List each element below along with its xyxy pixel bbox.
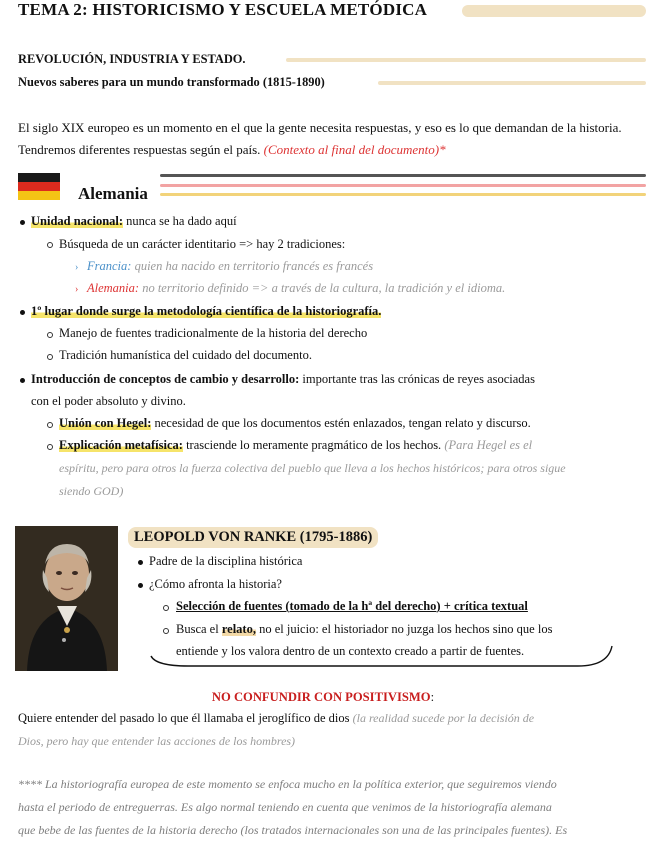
bullet-dot — [20, 310, 25, 315]
ranke-heading: LEOPOLD VON RANKE (1795-1886) — [128, 527, 378, 548]
footnote-line-3: que bebe de las fuentes de la historia derecho (los tratados internacionales son una de las principales fuentes). Es — [18, 823, 568, 837]
positivism-heading-wrap — [0, 690, 646, 705]
positivism-colon: : — [430, 690, 435, 704]
france-label: Francia: — [87, 259, 132, 273]
germany-text: no territorio definido => a través de la cultura, la tradición y el idioma. — [139, 281, 506, 295]
metaphysical-explanation — [59, 438, 639, 453]
germany-label: Alemania: — [87, 281, 140, 295]
germany-bullet-3 — [31, 372, 631, 387]
bullet-ring — [47, 332, 53, 338]
bullet-dot — [20, 378, 25, 383]
cambio-desarrollo-text: importante tras las crónicas de reyes asociadas — [299, 372, 535, 386]
brace-underline — [148, 644, 618, 670]
ranke-sub-1-text: Selección de fuentes (tomado de la hª del derecho) + crítica textual — [176, 599, 528, 613]
ranke-portrait-image — [15, 526, 118, 671]
germany-bullet-1 — [31, 214, 237, 229]
bullet-ring — [47, 422, 53, 428]
hegel-union-text: necesidad de que los documentos estén enlazados, tengan relato y discurso. — [151, 416, 531, 430]
bullet-ring — [163, 628, 169, 634]
cambio-desarrollo-label: Introducción de conceptos de cambio y desarrollo: — [31, 372, 300, 386]
ranke-sub-2-pre: Busca el — [176, 622, 222, 636]
positivism-text — [18, 711, 638, 726]
ranke-bullet-1: Padre de la disciplina histórica — [149, 554, 303, 568]
intro-note: (Contexto al final del documento)* — [263, 142, 446, 157]
metaphysical-note-2: espíritu, pero para otros la fuerza colectiva del pueblo que lleva a los hechos históricos; para otros sigue — [59, 461, 566, 475]
arrow-icon: › — [75, 284, 79, 295]
bullet-ring — [47, 242, 53, 248]
bullet-ring — [163, 605, 169, 611]
positivism-note-2: Dios, pero hay que entender las acciones de los hombres) — [18, 734, 296, 748]
germany-bullet-2 — [31, 304, 381, 319]
title-highlight-bar — [462, 5, 646, 17]
unidad-nacional-text: nunca se ha dado aquí — [123, 214, 237, 228]
metodologia-label: 1º lugar donde surge la metodología científica de la historiografía. — [31, 304, 382, 318]
france-tradition — [87, 259, 373, 274]
ranke-sub-2-line-2: entiende y los valora dentro de un contexto creado a partir de fuentes. — [176, 644, 525, 658]
germany-line-yellow — [160, 193, 646, 196]
positivism-heading: NO CONFUNDIR CON POSITIVISMO — [211, 690, 431, 704]
germany-bullet-2-sub-1: Manejo de fuentes tradicionalmente de la historia del derecho — [59, 326, 368, 340]
footnote-line-1: **** La historiografía europea de este momento se enfoca mucho en la política exterior, que seguiremos viendo — [18, 777, 557, 791]
germany-line-black — [160, 174, 646, 177]
france-text: quien ha nacido en territorio francés es francés — [131, 259, 374, 273]
page-title: TEMA 2: HISTORICISMO Y ESCUELA METÓDICA — [18, 0, 428, 19]
intro-text: El siglo XIX europeo es un momento en el que la gente necesita respuestas, y eso es lo que demandan de la historia. Tendremos diferentes respuestas según el país. — [18, 120, 622, 157]
positivism-note-1: (la realidad sucede por la decisión de — [352, 711, 535, 725]
germany-flag-icon — [18, 173, 60, 200]
arrow-icon: › — [75, 262, 79, 273]
ranke-bullet-2: ¿Cómo afronta la historia? — [149, 577, 282, 591]
section-heading: REVOLUCIÓN, INDUSTRIA Y ESTADO. — [18, 52, 246, 66]
ranke-sub-2-post: no el juicio: el historiador no juzga los hechos sino que los — [255, 622, 553, 636]
section-heading-line — [286, 58, 646, 62]
intro-paragraph — [18, 117, 633, 161]
unidad-nacional-label: Unidad nacional: — [31, 214, 124, 228]
bullet-dot — [20, 220, 25, 225]
metaphysical-label: Explicación metafísica: — [59, 438, 183, 452]
germany-tradition — [87, 281, 505, 296]
hegel-union — [59, 416, 639, 431]
bullet-ring — [47, 354, 53, 360]
metaphysical-note-1: (Para Hegel es el — [444, 438, 533, 452]
germany-line-red — [160, 184, 646, 187]
hegel-union-label: Unión con Hegel: — [59, 416, 152, 430]
germany-heading: Alemania — [78, 184, 148, 203]
germany-bullet-3-line-2: con el poder absoluto y divino. — [31, 394, 186, 408]
germany-bullet-1-sub: Búsqueda de un carácter identitario => hay 2 tradiciones: — [59, 237, 346, 251]
section-subheading-line — [378, 81, 646, 85]
metaphysical-note-3: siendo GOD) — [59, 484, 124, 498]
section-subheading: Nuevos saberes para un mundo transformado (1815-1890) — [18, 75, 325, 89]
footnote-line-2: hasta el periodo de entreguerras. Es algo normal teniendo en cuenta que venimos de la historiografía alemana — [18, 800, 552, 814]
bullet-dot — [138, 583, 143, 588]
bullet-dot — [138, 560, 143, 565]
positivism-main: Quiere entender del pasado lo que él llamaba el jeroglífico de dios — [18, 711, 350, 725]
ranke-sub-1 — [176, 599, 528, 614]
ranke-sub-2 — [176, 622, 636, 637]
ranke-sub-2-mark: relato, — [221, 622, 256, 636]
bullet-ring — [47, 444, 53, 450]
metaphysical-text: trasciende lo meramente pragmático de los hechos. — [182, 438, 442, 452]
germany-bullet-2-sub-2: Tradición humanística del cuidado del documento. — [59, 348, 312, 362]
